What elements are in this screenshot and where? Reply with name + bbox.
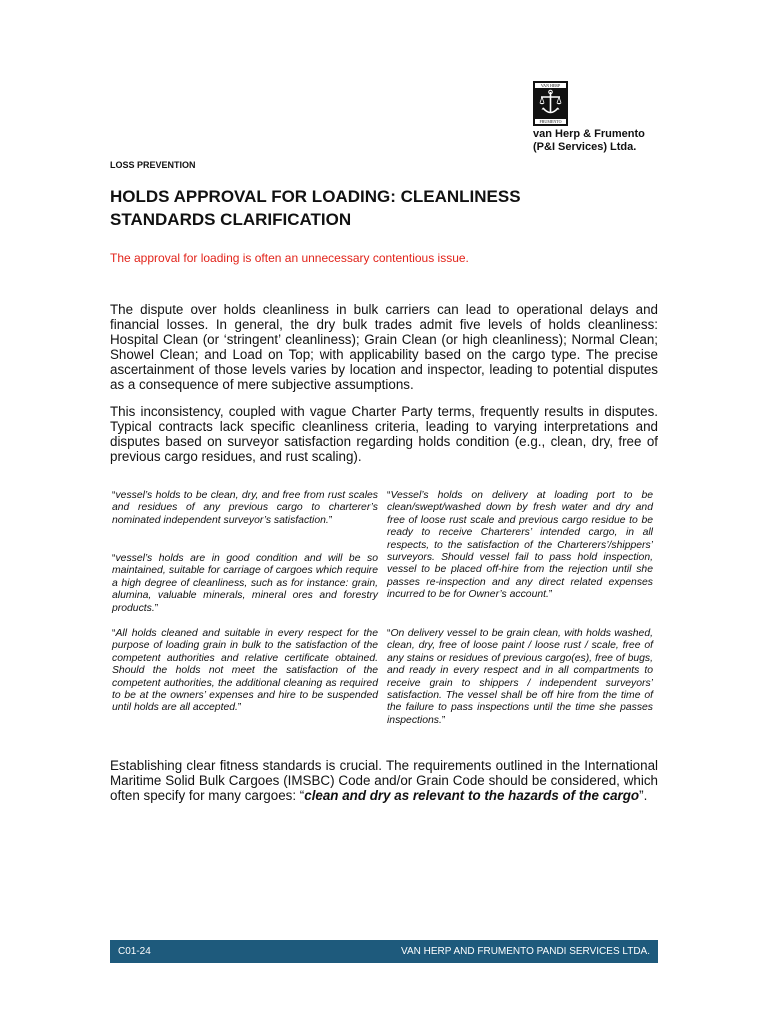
quote-open-mark: “ — [387, 490, 391, 501]
quote-close-mark: ” — [237, 702, 242, 714]
quote-clause-3 — [112, 628, 378, 715]
company-logo — [533, 81, 568, 126]
logo-top-text: VAN HERP — [535, 83, 566, 88]
page-footer — [110, 940, 658, 963]
quote-text: vessel’s holds to be clean, dry, and free from rust scales and residues of any previous cargo to charterer’s nominated independent surveyor’s satisfaction. — [112, 490, 378, 526]
paragraph-standards-lead: Establishing clear fitness standards is crucial. The requirements outlined in the International Maritime Solid Bulk Cargoes (IMSBC) Code and/or Grain Code should be considered, which often specify for many cargoes: “ — [110, 758, 658, 803]
quote-close-mark: ” — [154, 602, 159, 614]
quote-close-mark: ” — [441, 714, 446, 726]
quote-close-mark: ” — [328, 514, 333, 526]
quote-clause-5 — [387, 628, 653, 727]
paragraph-disputes: This inconsistency, coupled with vague Charter Party terms, frequently results in disputes. Typical contracts lack specific cleanliness criteria, leading to varying interpretations and disputes based on surveyor satisfaction regarding holds condition (e.g., clean, dry, free of previous cargo residues, and rust scaling). — [110, 404, 658, 464]
quote-close-mark: ” — [548, 589, 553, 601]
quote-text: On delivery vessel to be grain clean, with holds washed, clean, dry, free of loose paint / loose rust / scale, free of any stains or residues of previous cargo(es), free of bugs, and ready in every respect and in all compartments to receive grain to shippers / independent surveyors’ satisfaction. The vessel shall be off hire from the time of the failure to pass inspections until the time she passes inspections. — [387, 628, 653, 726]
paragraph-intro: The dispute over holds cleanliness in bulk carriers can lead to operational delays and financial losses. In general, the dry bulk trades admit five levels of holds cleanliness: Hospital Clean (or ‘stringent’ cleanliness); Grain Clean (or high cleanliness); Normal Clean; Showel Clean; and Load on Top; with applicability based on the cargo type. The precise ascertainment of those levels varies by location and inspector, leading to potential disputes as a consequence of mere subjective assumptions. — [110, 302, 658, 392]
paragraph-standards-tail: ”. — [639, 788, 648, 803]
document-code: C01-24 — [118, 946, 151, 957]
quote-open-mark: “ — [387, 628, 391, 639]
paragraph-standards-emphasis: clean and dry as relevant to the hazards of the cargo — [304, 788, 640, 803]
quote-clause-2 — [112, 553, 378, 615]
section-label: LOSS PREVENTION — [110, 160, 196, 170]
anchor-scales-logo-icon — [538, 89, 563, 117]
footer-organization: VAN HERP AND FRUMENTO PANDI SERVICES LTDA. — [401, 946, 650, 957]
logo-bottom-text: FRUMENTO — [535, 119, 566, 124]
quote-open-mark: “ — [112, 553, 116, 564]
quote-text: Vessel’s holds on delivery at loading port to be clean/swept/washed down by fresh water and dry and free of loose rust scale and previous cargo residue to be ready to receive Charterers’ intended cargo, in all respects, to the satisfaction of the Charterers’/shippers’ surveyors. Should vessel fail to pass hold inspection, vessel to be placed off-hire from the rejection until she passes re-inspection and any direct related expenses incurred to be for Owner’s account. — [387, 490, 653, 601]
quote-open-mark: “ — [112, 490, 116, 501]
quote-clause-1 — [112, 490, 378, 527]
company-name-line-2: (P&I Services) Ltda. — [533, 141, 637, 153]
company-name-line-1: van Herp & Frumento — [533, 128, 645, 140]
company-name — [533, 128, 645, 154]
quote-text: vessel’s holds are in good condition and will be so maintained, suitable for carriage of cargoes which require a high degree of cleanliness, such as for instance: grain, alumina, valuable minerals, mineral ores and forestry products. — [112, 553, 378, 614]
quote-clause-4 — [387, 490, 653, 602]
document-title: HOLDS APPROVAL FOR LOADING: CLEANLINESS STANDARDS CLARIFICATION — [110, 187, 521, 229]
quote-open-mark: “ — [112, 628, 116, 639]
paragraph-standards — [110, 758, 658, 803]
document-subtitle: The approval for loading is often an unnecessary contentious issue. — [110, 251, 469, 265]
quote-text: All holds cleaned and suitable in every respect for the purpose of loading grain in bulk to the satisfaction of the competent authorities and relative certificate obtained. Should the holds not meet the satisfaction of the competent authorities, the additional cleaning as required to be at the owners’ expenses and hire to be suspended until holds are all accepted. — [112, 628, 378, 714]
